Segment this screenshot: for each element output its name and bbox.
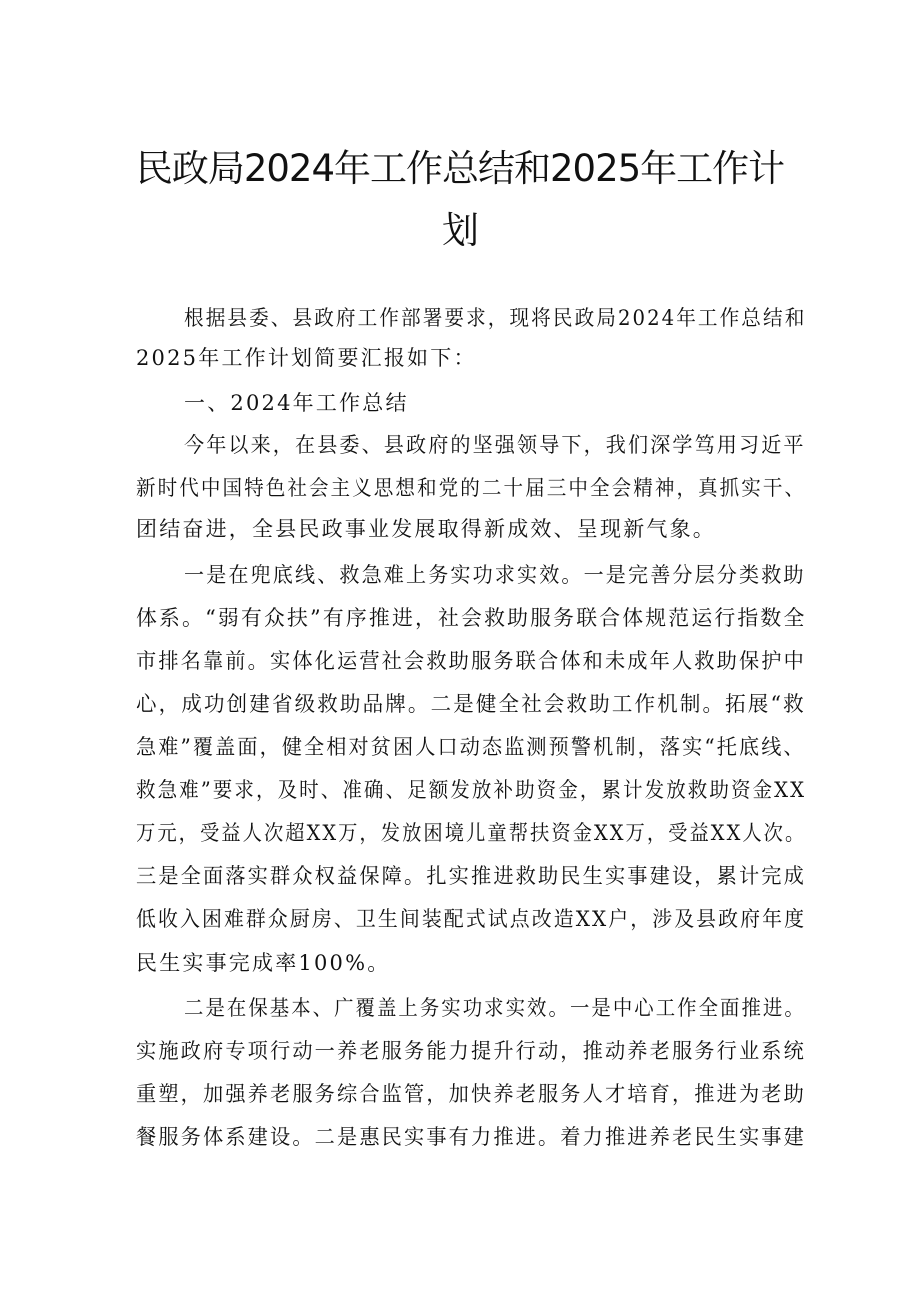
- body-line: 救急难”要求，及时、准确、足额发放补助资金，累计发放救助资金XX: [136, 778, 807, 802]
- body-line: 二是在保基本、广覆盖上务实功求实效。一是中心工作全面推进。: [184, 996, 806, 1020]
- body-line: 市排名靠前。实体化运营社会救助服务联合体和未成年人救助保护中: [136, 649, 806, 673]
- body-line: 重塑，加强养老服务综合监管，加快养老服务人才培育，推进为老助: [136, 1082, 806, 1106]
- document-title-line-2: 划: [442, 209, 478, 252]
- body-line: 实施政府专项行动一养老服务能力提升行动，推动养老服务行业系统: [136, 1039, 806, 1063]
- document-title-line-1: 民政局2024年工作总结和2025年工作计: [135, 147, 785, 190]
- section-heading: 一、2024年工作总结: [184, 391, 409, 415]
- body-line: 一是在兜底线、救急难上务实功求实效。一是完善分层分类救助: [184, 563, 806, 587]
- body-line: 根据县委、县政府工作部署要求，现将民政局2024年工作总结和: [184, 306, 807, 330]
- body-line: 三是全面落实群众权益保障。扎实推进救助民生实事建设，累计完成: [136, 864, 806, 888]
- body-line: 低收入困难群众厨房、卫生间装配式试点改造XX户，涉及县政府年度: [136, 907, 807, 931]
- body-line: 心，成功创建省级救助品牌。二是健全社会救助工作机制。拓展“救: [136, 692, 806, 716]
- body-line: 体系。“弱有众扶”有序推进，社会救助服务联合体规范运行指数全: [136, 606, 807, 630]
- body-line: 餐服务体系建设。二是惠民实事有力推进。着力推进养老民生实事建: [136, 1125, 806, 1149]
- body-line: 民生实事完成率100%。: [136, 951, 391, 975]
- body-line: 团结奋进，全县民政事业发展取得新成效、呈现新气象。: [136, 517, 716, 541]
- body-line: 万元，受益人次超XX万，发放困境儿童帮扶资金XX万，受益XX人次。: [136, 821, 807, 845]
- body-line: 新时代中国特色社会主义思想和党的二十届三中全会精神，真抓实干、: [136, 476, 807, 500]
- body-line: 2025年工作计划简要汇报如下：: [136, 346, 477, 370]
- body-line: 今年以来，在县委、县政府的坚强领导下，我们深学笃用习近平: [184, 433, 806, 457]
- body-line: 急难”覆盖面，健全相对贫困人口动态监测预警机制，落实“托底线、: [136, 735, 806, 759]
